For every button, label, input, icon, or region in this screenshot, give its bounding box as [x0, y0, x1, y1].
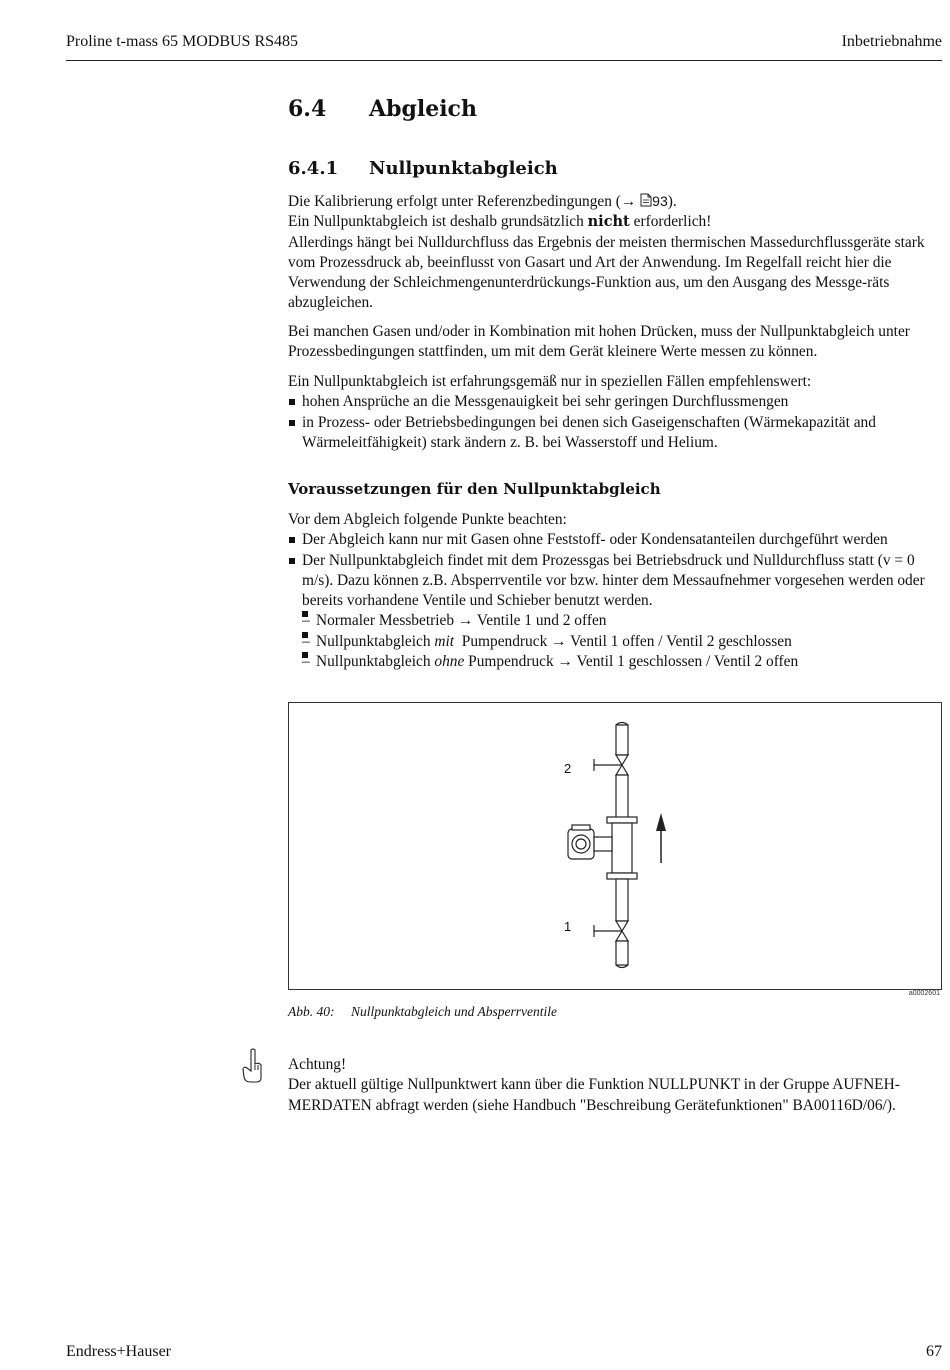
- section-heading: [288, 96, 477, 122]
- caption-text: Nullpunktabgleich und Absperrventile: [351, 1004, 557, 1019]
- paragraph-text: Allerdings hängt bei Nulldurchfluss das Ergebnis der meisten thermischen Massedurchflussgeräte stark vom Prozessdruck ab, beeinflusst von Gasart und Art der Anwendung. Im Regelfall reicht hier die Verwendung der Schleichmengenunterdrückungs-Funktion aus, um den Ausgang des Messge-räts abzugleichen.: [288, 233, 925, 312]
- warning-note: [288, 1055, 944, 1116]
- list-item: Der Abgleich kann nur mit Gasen ohne Feststoff- oder Kondensatanteilen durchgeführt werden: [288, 530, 942, 550]
- paragraph-text: Vor dem Abgleich folgende Punkte beachten:: [288, 511, 567, 528]
- arrow-icon: →: [620, 193, 637, 210]
- page-ref-icon: [640, 193, 652, 210]
- subsection-number: 6.4.1: [288, 158, 339, 179]
- figure-caption: [288, 1004, 557, 1020]
- subsection-heading: [288, 158, 558, 179]
- header-title: Proline t-mass 65 MODBUS RS485: [66, 33, 299, 50]
- page-number: 67: [926, 1343, 942, 1360]
- list-item: – Normaler Messbetrieb → Ventile 1 und 2 offen: [302, 611, 942, 631]
- warning-title: Achtung!: [288, 1056, 347, 1073]
- text: Die Kalibrierung erfolgt unter Referenzbedingungen (: [288, 193, 621, 210]
- pointing-hand-icon: [242, 1048, 264, 1084]
- header-section: Inbetriebnahme: [841, 33, 942, 50]
- bullet-list: [288, 530, 942, 672]
- paragraph-gases: [288, 322, 942, 363]
- paragraph-intro: [288, 191, 942, 314]
- figure-code: a0002601: [908, 990, 940, 997]
- bullet-list: [288, 392, 942, 453]
- arrow-icon: →: [457, 612, 474, 630]
- list-item: hohen Ansprüche an die Messgenauigkeit bei sehr geringen Durchflussmengen: [288, 392, 942, 412]
- section-title: Abgleich: [369, 96, 477, 122]
- warning-text: Der aktuell gültige Nullpunktwert kann über die Funktion NULLPUNKT in der Gruppe AUFNEH-MERDATEN abfragt werden (siehe Handbuch "Beschreibung Gerätefunktionen" BA00116D/06/).: [288, 1076, 900, 1114]
- arrow-icon: →: [557, 653, 573, 671]
- header-rule: [66, 60, 942, 61]
- section-number: 6.4: [288, 96, 327, 122]
- footer-brand: Endress+Hauser: [66, 1343, 171, 1360]
- text: ).: [667, 193, 677, 210]
- valve-label-2: 2: [564, 761, 572, 776]
- paragraph-text: Ein Nullpunktabgleich ist erfahrungsgemäß nur in speziellen Fällen empfehlenswert:: [288, 373, 812, 390]
- valve-label-1: 1: [564, 919, 572, 934]
- prerequisites-block: [288, 510, 942, 672]
- text: erforderlich!: [629, 213, 712, 231]
- dash-list: [302, 611, 942, 672]
- caption-label: Abb. 40:: [288, 1004, 335, 1019]
- list-item: – Nullpunktabgleich ohne Pumpendruck → Ventil 1 geschlossen / Ventil 2 offen: [302, 652, 942, 672]
- list-item-text: Der Nullpunktabgleich findet mit dem Prozessgas bei Betriebsdruck und Nulldurchfluss statt (v = 0 m/s). Dazu können z.B. Absperrventile vor bzw. hinter dem Messaufnehmer vorgesehen werden oder bereits vorhandene Ventile und Schieber benutzt werden.: [302, 551, 925, 610]
- figure-valve-diagram: [288, 702, 942, 990]
- list-item: in Prozess- oder Betriebsbedingungen bei denen sich Gaseigenschaften (Wärmekapazität and Wärmeleitfähigkeit) stark ändern z. B. bei Wasserstoff und Helium.: [288, 413, 942, 454]
- text: Ein Nullpunktabgleich ist deshalb grundsätzlich: [288, 213, 588, 231]
- subsection-title: Nullpunktabgleich: [369, 158, 558, 179]
- paragraph-recommend: [288, 372, 942, 453]
- list-item: [288, 551, 942, 673]
- list-item: – Nullpunktabgleich mit Pumpendruck → Ventil 1 offen / Ventil 2 geschlossen: [302, 632, 942, 652]
- page-ref[interactable]: 93: [652, 193, 668, 209]
- valve-diagram: [289, 703, 941, 989]
- prerequisites-heading: Voraussetzungen für den Nullpunktabgleich: [288, 480, 661, 498]
- paragraph-text: Bei manchen Gasen und/oder in Kombination mit hohen Drücken, muss der Nullpunktabgleich unter Prozessbedingungen stattfinden, um mit dem Gerät kleinere Werte messen zu können.: [288, 323, 910, 361]
- emphasis: nicht: [587, 213, 630, 231]
- arrow-icon: →: [551, 632, 567, 650]
